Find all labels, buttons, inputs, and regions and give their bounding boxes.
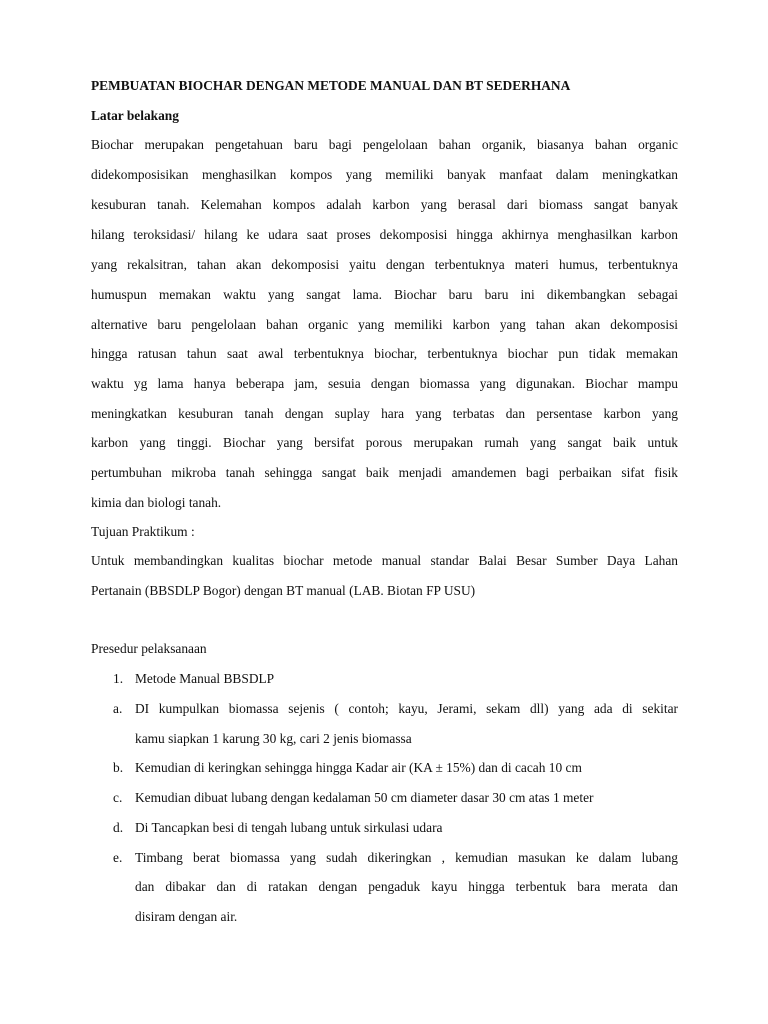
background-line: didekomposisikan menghasilkan kompos yang memiliki banyak manfaat dalam meningkatkan <box>91 167 678 182</box>
method-number: 1. <box>113 671 124 686</box>
step-marker: a. <box>113 701 123 716</box>
background-line: meningkatkan kesuburan tanah dengan suplay hara yang terbatas dan persentase karbon yang <box>91 406 678 421</box>
step-text: dan dibakar dan di ratakan dengan pengaduk kayu hingga terbentuk bara merata dan <box>135 879 678 894</box>
step-marker: d. <box>113 820 124 835</box>
background-line: alternative baru pengelolaan bahan organic yang memiliki karbon yang tahan akan dekomposisi <box>91 317 678 332</box>
step-text: disiram dengan air. <box>135 909 238 924</box>
background-line: pertumbuhan mikroba tanah sehingga sangat baik menjadi amandemen bagi perbaikan sifat fisik <box>91 465 678 480</box>
step-text: Kemudian dibuat lubang dengan kedalaman 50 cm diameter dasar 30 cm atas 1 meter <box>135 790 594 805</box>
background-line: hingga ratusan tahun saat awal terbentuknya biochar, terbentuknya biochar pun tidak memakan <box>91 346 678 361</box>
objective-line: Untuk membandingkan kualitas biochar metode manual standar Balai Besar Sumber Daya Lahan <box>91 553 678 568</box>
background-line: humuspun memakan waktu yang sangat lama. Biochar baru baru ini dikembangkan sebagai <box>91 287 678 302</box>
step-text: Timbang berat biomassa yang sudah dikeringkan , kemudian masukan ke dalam lubang <box>135 850 678 865</box>
background-line: Biochar merupakan pengetahuan baru bagi pengelolaan bahan organik, biasanya bahan organic <box>91 137 678 152</box>
method-label: Metode Manual BBSDLP <box>135 671 275 686</box>
step-text: DI kumpulkan biomassa sejenis ( contoh; kayu, Jerami, sekam dll) yang ada di sekitar <box>135 701 678 716</box>
step-text: kamu siapkan 1 karung 30 kg, cari 2 jenis biomassa <box>135 731 412 746</box>
background-line: karbon yang tinggi. Biochar yang bersifat porous merupakan rumah yang sangat baik untuk <box>91 435 678 450</box>
document-title: PEMBUATAN BIOCHAR DENGAN METODE MANUAL DAN BT SEDERHANA <box>91 78 571 93</box>
procedure-heading: Presedur pelaksanaan <box>91 641 207 656</box>
step-marker: c. <box>113 790 123 805</box>
step-text: Kemudian di keringkan sehingga hingga Kadar air (KA ± 15%) dan di cacah 10 cm <box>135 760 582 775</box>
background-heading: Latar belakang <box>91 108 179 123</box>
background-line: yang rekalsitran, tahan akan dekomposisi yaitu dengan terbentuknya materi humus, terbentuknya <box>91 257 678 272</box>
step-marker: e. <box>113 850 123 865</box>
background-line: hilang teroksidasi/ hilang ke udara saat proses dekomposisi hingga akhirnya menghasilkan karbon <box>91 227 678 242</box>
background-line: waktu yg lama hanya beberapa jam, sesuia dengan biomassa yang digunakan. Biochar mampu <box>91 376 678 391</box>
background-line: kesuburan tanah. Kelemahan kompos adalah karbon yang berasal dari biomass sangat banyak <box>91 197 678 212</box>
background-line: kimia dan biologi tanah. <box>91 495 222 510</box>
step-text: Di Tancapkan besi di tengah lubang untuk sirkulasi udara <box>135 820 443 835</box>
step-marker: b. <box>113 760 124 775</box>
objective-line: Pertanain (BBSDLP Bogor) dengan BT manual (LAB. Biotan FP USU) <box>91 583 476 598</box>
objective-heading: Tujuan Praktikum : <box>91 524 195 539</box>
